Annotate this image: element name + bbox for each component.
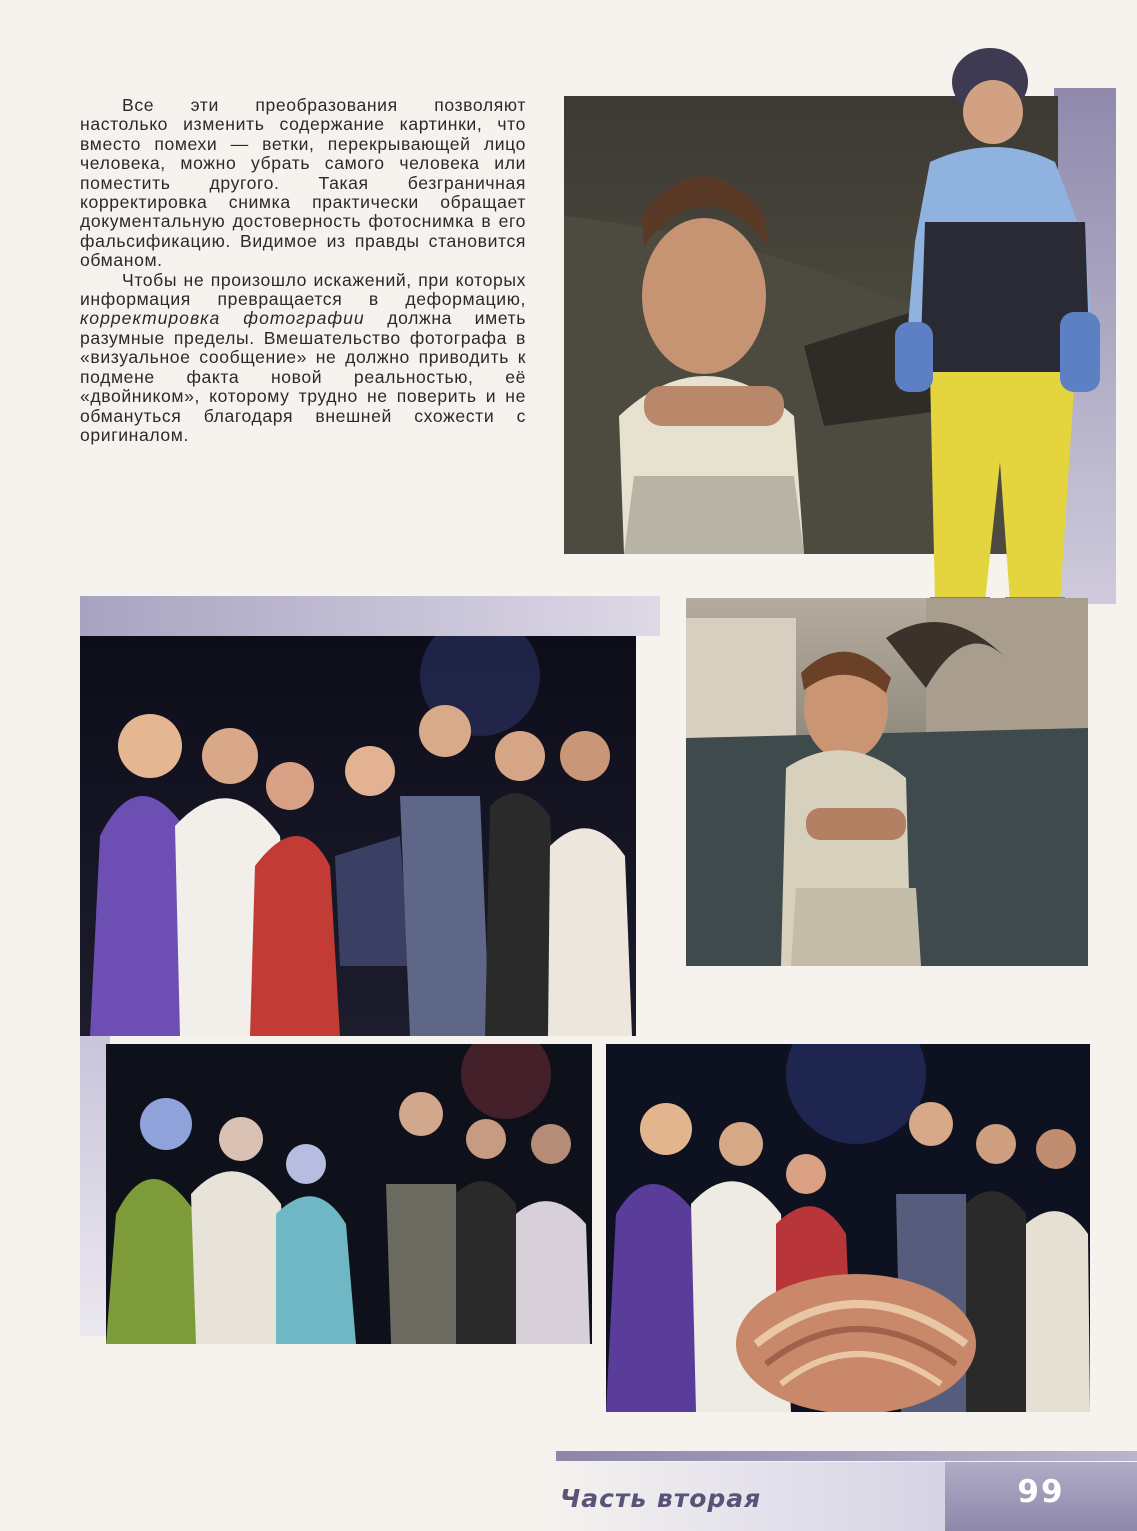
footer-rule <box>556 1451 1137 1461</box>
decor-band-middle <box>80 596 660 636</box>
part-title: Часть вторая <box>560 1484 762 1513</box>
paragraph-2 <box>80 271 526 446</box>
photo-group-color-variant <box>106 1044 592 1344</box>
photo-boy-retouched <box>686 598 1088 966</box>
photo-group-original <box>80 636 636 1036</box>
article-text <box>80 96 526 445</box>
photo-girl-in-ski-jacket <box>885 42 1107 642</box>
page-number-box <box>945 1462 1137 1531</box>
paragraph-2-start: Чтобы не произошло искажений, при которых информация превращается в деформацию, <box>80 269 526 310</box>
paragraph-1: Все эти преобразования позволяют настолько изменить содержание картинки, что вместо помехи — ветки, перекрывающей лицо человека, можно убрать самого человека или поместить другого. Такая безграничная корректировка снимка практически обращает документальную достоверность фотоснимка в его фальсификацию. Видимое из правды становится обманом. <box>80 95 526 271</box>
paragraph-2-end: должна иметь разумные пределы. Вмешательство фотографа в «визуальное сообщение» не должно приводить к подмене факта новой реальностью, её «двойником», которому трудно не поверить и не обмануться благодаря внешней схожести с оригиналом. <box>80 308 526 445</box>
page-number: 99 <box>1017 1474 1065 1510</box>
photo-group-with-shell <box>606 1044 1090 1412</box>
emphasis-term: корректировка фотографии <box>80 308 365 329</box>
